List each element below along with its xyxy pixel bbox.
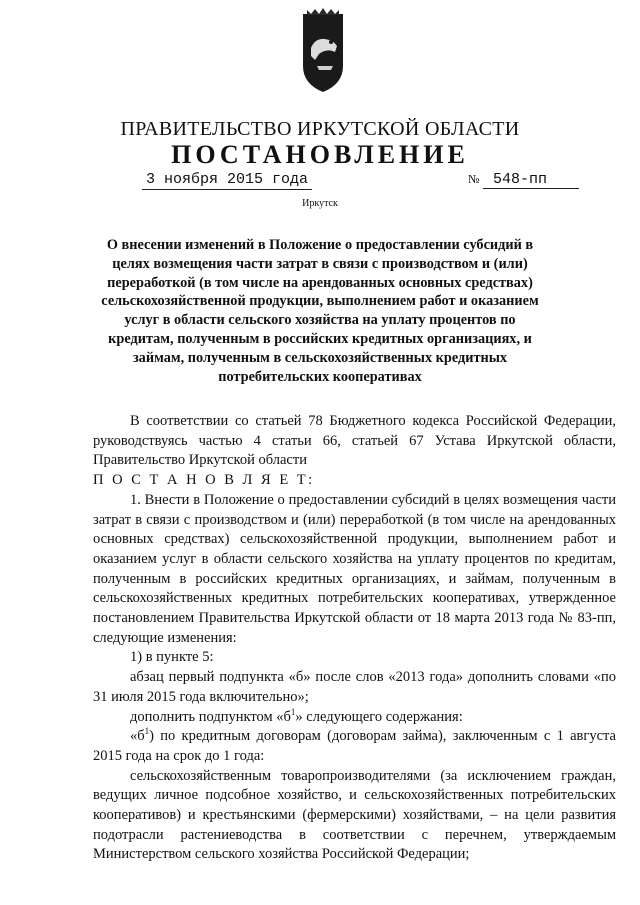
paragraph-b: [93, 708, 616, 728]
item-1-paragraph: 1. Внести в Положение о предоставлении субсидий в целях возмещения части затрат в связи с производством и (или) переработкой (в том числе на арендованных основных средствах) сельскохозяйственной продукции, выполнением работ и оказанием услуг в области сельского хозяйства на уплату процентов по кредитам, полученным в российских кредитных организациях, и займам, полученным в сельскохозяйственных кредитных потребительских кооперативах, утвержденное постановлением Правительства Иркутской области от 18 марта 2013 года № 83-пп, следующие изменения:: [93, 491, 616, 646]
paragraph-b-superscript: 1: [290, 706, 296, 717]
number-value: 548-пп: [483, 171, 579, 189]
paragraph-a: абзац первый подпункта «б» после слов «2013 года» дополнить словами «по 31 июля 2015 года включительно»;: [93, 669, 616, 705]
paragraph-b-text-end: » следующего содержания:: [295, 708, 463, 725]
coat-of-arms-emblem: [297, 8, 349, 98]
paragraph-c-superscript: 1: [144, 726, 150, 737]
paragraph-d: сельскохозяйственным товаропроизводителями (за исключением граждан, ведущих личное подсобное хозяйство, и сельскохозяйственных потребительских кооперативов) и крестьянскими (фермерскими) хозяйствами, – на цели развития подотрасли растениеводства в соответствии с перечнем, утверждаемым Министерством сельского хозяйства Российской Федерации;: [93, 767, 616, 863]
document-type: ПОСТАНОВЛЕНИЕ: [171, 140, 469, 169]
number-label: №: [468, 172, 480, 186]
date-value: 3 ноября 2015 года: [142, 171, 312, 190]
document-body: [93, 412, 616, 865]
paragraph-c: [93, 727, 616, 766]
government-name: ПРАВИТЕЛЬСТВО ИРКУТСКОЙ ОБЛАСТИ: [120, 118, 520, 140]
subitem-1-paragraph: 1) в пункте 5:: [130, 649, 214, 666]
city-name: Иркутск: [302, 198, 338, 209]
preamble-paragraph: В соответствии со статьей 78 Бюджетного кодекса Российской Федерации, руководствуясь частью 4 статьи 66, статьей 67 Устава Иркутской области, Правительство Иркутской области: [93, 413, 616, 469]
paragraph-b-text: дополнить подпунктом «б: [130, 708, 291, 725]
paragraph-c-text-end: ) по кредитным договорам (договорам займа), заключенным с 1 августа 2015 года на срок до 1 года:: [93, 728, 616, 764]
document-number: [468, 171, 579, 189]
decree-word: П О С Т А Н О В Л Я Е Т:: [93, 472, 315, 489]
paragraph-c-text: «б: [130, 728, 145, 745]
document-title: О внесении изменений в Положение о предоставлении субсидий в целях возмещения части затрат в связи с производством и (или) переработкой (в том числе на арендованных основных средствах) сельскохозяйственной продукции, выполнением работ и оказанием услуг в области сельского хозяйства на уплату процентов по кредитам, полученным в российских кредитных организациях, и займам, полученным в сельскохозяйственных кредитных потребительских кооперативах: [101, 237, 539, 385]
document-date: [142, 171, 312, 190]
